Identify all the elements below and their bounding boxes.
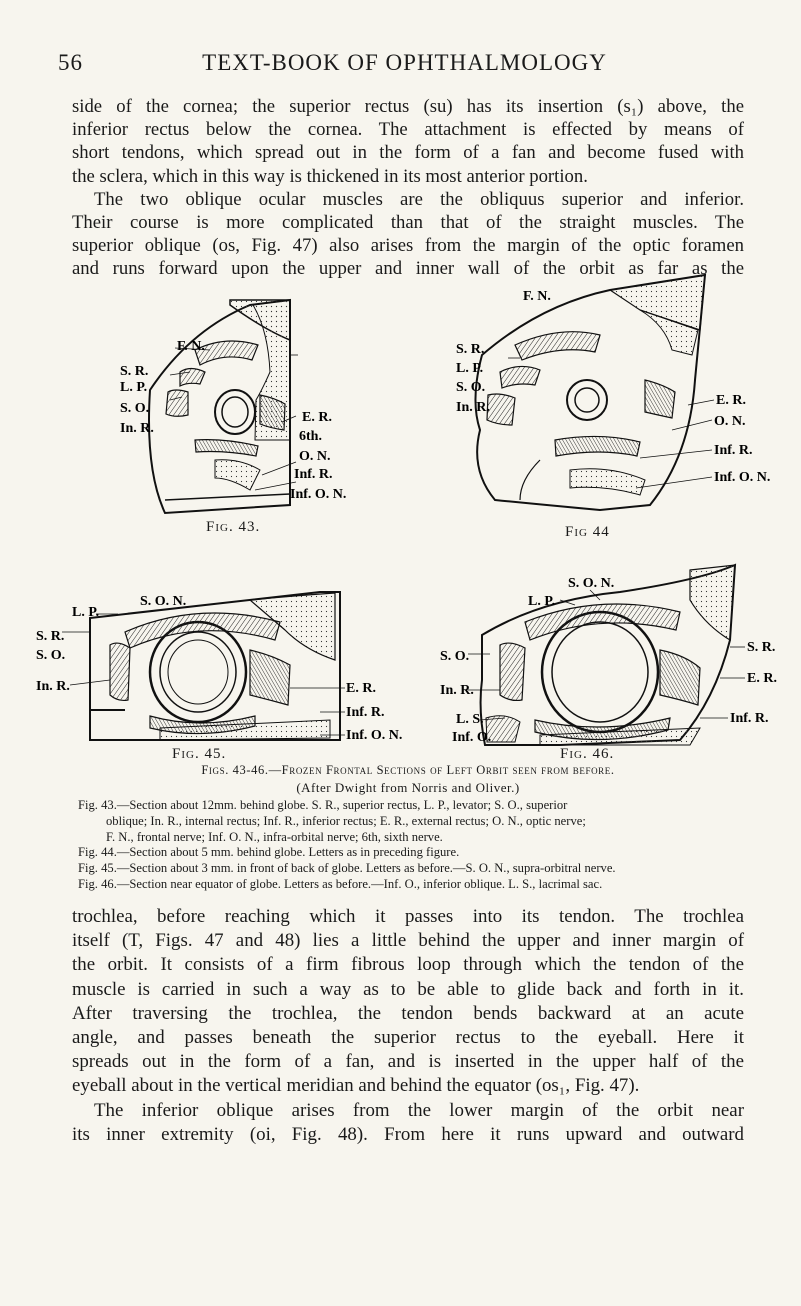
fig44-label: S. O.	[456, 380, 486, 395]
text-line: the sclera, which in this way is thickened in its most anterior portion.	[72, 165, 588, 187]
legend-line: Fig. 46.—Section near equator of globe. Letters as before.—Inf. O., inferior oblique. L. S., lacrimal sac.	[78, 876, 603, 891]
legend-line: Fig. 45.—Section about 3 mm. in front of back of globe. Letters as before.—S. O. N., supra-orbitral nerve.	[78, 861, 616, 876]
fig46-label: S. O.	[440, 649, 470, 664]
fig44-label: L. P.	[456, 361, 484, 376]
bottom-paragraph	[72, 905, 744, 1147]
fig45-label: Inf. O. N.	[346, 728, 403, 743]
text-line: angle, and passes beneath the superior rectus to the eyeball. Here it	[72, 1027, 744, 1049]
fig46-label: L. P.	[528, 594, 556, 609]
fig43-label: F. N.	[177, 339, 205, 354]
text-line: The inferior oblique arises from the lower margin of the orbit near	[94, 1099, 744, 1121]
fig43-label: Inf. R.	[294, 467, 333, 482]
legend-line: Fig. 43.—Section about 12mm. behind globe. S. R., superior rectus, L. P., levator; S. O., superior	[78, 798, 568, 812]
fig45-label: S. O.	[36, 648, 66, 663]
fig46-label: Inf. R.	[730, 711, 769, 726]
fig43-label: In. R.	[120, 421, 154, 436]
text-line: eyeball about in the vertical meridian and behind the equator (os₁, Fig. 47).	[72, 1075, 640, 1097]
figures-legend	[78, 798, 754, 893]
fig43-label: E. R.	[302, 410, 332, 425]
fig45-label: E. R.	[346, 681, 376, 696]
text-line: superior oblique (os, Fig. 47) also arises from the margin of the optic foramen	[72, 235, 744, 257]
text-line: The two oblique ocular muscles are the obliquus superior and inferior.	[94, 188, 744, 210]
fig43-label: L. P.	[120, 380, 148, 395]
text-line: trochlea, before reaching which it passes into its tendon. The trochlea	[72, 906, 744, 927]
fig43-label: O. N.	[299, 449, 331, 464]
text-line: spreads out in the form of a fan, and is inserted in the upper half of the	[72, 1051, 744, 1073]
fig44-label: E. R.	[716, 393, 746, 408]
text-line: After traversing the trochlea, the tendon bends backward at an acute	[72, 1002, 744, 1024]
text-line: short tendons, which spread out in the form of a fan and become fused with	[72, 142, 744, 164]
fig46-label: E. R.	[747, 671, 777, 686]
fig44-label: Inf. R.	[714, 443, 753, 458]
text-line: muscle is carried in such a way as to be able to glide back and forth in it.	[72, 978, 744, 1000]
text-line: inferior rectus below the cornea. The attachment is effected by means of	[72, 119, 744, 141]
figure-46	[440, 565, 777, 745]
text-line: side of the cornea; the superior rectus (su) has its insertion (s₁) above, the	[72, 96, 744, 117]
legend-line: oblique; In. R., internal rectus; Inf. R., inferior rectus; E. R., external rectus; O. N., optic nerve;	[106, 813, 586, 828]
figures-caption-title: Figs. 43-46.—Frozen Frontal Sections of Left Orbit seen from before.	[201, 763, 615, 777]
text-line: its inner extremity (oi, Fig. 48). From here it runs upward and outward	[72, 1123, 744, 1145]
figure-43	[120, 300, 346, 513]
page-number: 56	[58, 50, 83, 75]
fig43-label: Inf. O. N.	[290, 487, 347, 502]
text-line: and runs forward upon the upper and inner wall of the orbit as far as the	[72, 258, 744, 280]
fig44-label: F. N.	[523, 289, 551, 304]
fig45-label: In. R.	[36, 679, 70, 694]
fig45-caption: Fig. 45.	[172, 746, 227, 762]
text-line: itself (T, Figs. 47 and 48) lies a little behind the upper and inner margin of	[72, 930, 744, 952]
figure-44	[456, 275, 770, 510]
fig45-label: Inf. R.	[346, 705, 385, 720]
fig44-label: Inf. O. N.	[714, 470, 771, 485]
fig46-label: In. R.	[440, 683, 474, 698]
fig46-label: S. R.	[747, 640, 776, 655]
legend-line: F. N., frontal nerve; Inf. O. N., infra-orbital nerve; 6th, sixth nerve.	[106, 829, 443, 844]
fig43-label: 6th.	[299, 429, 322, 444]
figures-caption-subtitle: (After Dwight from Norris and Oliver.)	[296, 780, 520, 795]
fig44-label: O. N.	[714, 414, 746, 429]
running-title: TEXT-BOOK OF OPHTHALMOLOGY	[202, 50, 607, 75]
figure-45	[36, 592, 402, 743]
text-line: the orbit. It consists of a firm fibrous loop through which the tendon of the	[72, 954, 744, 976]
fig44-caption: Fig 44	[565, 524, 610, 540]
fig45-label: S. O. N.	[140, 594, 187, 609]
fig46-caption: Fig. 46.	[560, 746, 615, 762]
fig46-label: Inf. O.	[452, 730, 492, 745]
fig44-label: In. R.	[456, 400, 490, 415]
fig44-label: S. R.	[456, 342, 485, 357]
legend-line: Fig. 44.—Section about 5 mm. behind globe. Letters as in preceding figure.	[78, 845, 460, 860]
fig46-label: S. O. N.	[568, 576, 615, 591]
fig46-label: L. S.	[456, 712, 484, 727]
fig45-label: L. P.	[72, 605, 100, 620]
fig43-caption: Fig. 43.	[206, 519, 261, 535]
fig43-label: S. R.	[120, 364, 149, 379]
fig45-label: S. R.	[36, 629, 65, 644]
fig43-label: S. O.	[120, 401, 150, 416]
text-line: Their course is more complicated than that of the straight muscles. The	[72, 212, 744, 234]
